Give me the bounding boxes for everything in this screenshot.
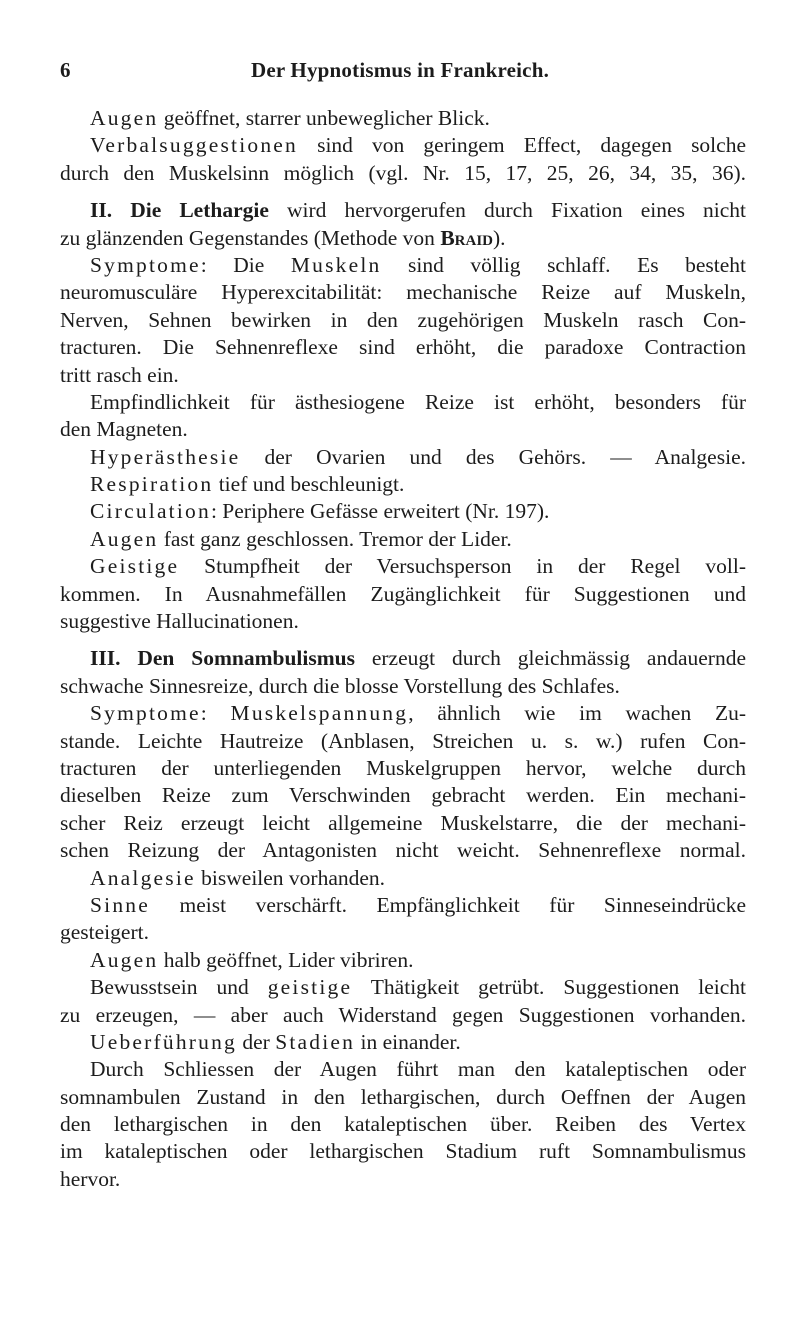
running-head <box>0 58 800 92</box>
text-line: Symptome: Muskelspannung, ähnlich wie im wachen Zu- <box>90 701 746 726</box>
running-title: Der Hypnotismus in Frankreich. <box>250 58 550 82</box>
text-line: neuromusculäre Hyperexcitabilität: mechanische Reize auf Muskeln, <box>60 280 746 305</box>
text-line: schen Reizung der Antagonisten nicht weicht. Sehnenreflexe normal. <box>60 838 746 863</box>
text-line: Augen fast ganz geschlossen. Tremor der Lider. <box>90 526 512 551</box>
text-line: Verbalsuggestionen sind von geringem Effect, dagegen solche <box>90 133 746 158</box>
text-line: im kataleptischen oder lethargischen Stadium ruft Somnambulismus <box>60 1139 746 1164</box>
text-line: Nerven, Sehnen bewirken in den zugehörigen Muskeln rasch Con- <box>60 307 746 332</box>
text-line: suggestive Hallucinationen. <box>60 609 299 634</box>
text-line: stande. Leichte Hautreize (Anblasen, Streichen u. s. w.) rufen Con- <box>60 728 746 753</box>
text-line: den lethargischen in den kataleptischen über. Reiben des Vertex <box>60 1112 746 1137</box>
text-line: Circulation: Periphere Gefässe erweitert (Nr. 197). <box>90 499 550 524</box>
text-line: hervor. <box>60 1166 121 1191</box>
text-line: schwache Sinnesreize, durch die blosse Vorstellung des Schlafes. <box>60 673 620 698</box>
page-number: 6 <box>60 58 71 82</box>
text-line: tracturen der unterliegenden Muskelgruppen hervor, welche durch <box>60 755 746 780</box>
text-line: den Magneten. <box>60 417 188 442</box>
text-line: Bewusstsein und geistige Thätigkeit getrübt. Suggestionen leicht <box>90 975 746 1000</box>
text-line: gesteigert. <box>60 920 149 945</box>
section-heading-line: II. Die Lethargie wird hervorgerufen durch Fixation eines nicht <box>90 198 747 223</box>
text-line: tracturen. Die Sehnenreflexe sind erhöht, die paradoxe Contraction <box>60 335 746 360</box>
text-line: Hyperästhesie der Ovarien und des Gehörs. — Analgesie. <box>90 444 746 469</box>
text-line: dieselben Reize zum Verschwinden gebracht werden. Ein mechani- <box>60 783 746 808</box>
text-line: zu glänzenden Gegenstandes (Methode von Braid). <box>60 225 506 250</box>
body-text <box>60 105 746 1193</box>
text-line: Durch Schliessen der Augen führt man den kataleptischen oder <box>90 1057 746 1082</box>
text-line: tritt rasch ein. <box>60 362 179 387</box>
text-line: kommen. In Ausnahmefällen Zugänglichkeit für Suggestionen und <box>60 581 746 606</box>
text-line: Sinne meist verschärft. Empfänglichkeit für Sinneseindrücke <box>90 892 746 917</box>
text-line: Respiration tief und beschleunigt. <box>90 472 405 497</box>
text-line: zu erzeugen, — aber auch Widerstand gegen Suggestionen vorhanden. <box>60 1002 746 1027</box>
text-line: scher Reiz erzeugt leicht allgemeine Muskelstarre, die der mechani- <box>60 810 746 835</box>
text-line: Augen halb geöffnet, Lider vibriren. <box>90 947 414 972</box>
text-line: Empfindlichkeit für ästhesiogene Reize ist erhöht, besonders für <box>90 389 746 414</box>
text-line: Augen geöffnet, starrer unbeweglicher Blick. <box>90 106 490 130</box>
text-line: durch den Muskelsinn möglich (vgl. Nr. 15, 17, 25, 26, 34, 35, 36). <box>60 160 746 185</box>
text-line: Symptome: Die Muskeln sind völlig schlaff. Es besteht <box>90 252 746 277</box>
text-line: Ueberführung der Stadien in einander. <box>90 1029 461 1054</box>
text-line: Geistige Stumpfheit der Versuchsperson in der Regel voll- <box>90 554 746 579</box>
section-heading-line: III. Den Somnambulismus erzeugt durch gleichmässig andauernde <box>90 646 746 671</box>
text-line: Analgesie bisweilen vorhanden. <box>90 865 386 890</box>
text-line: somnambulen Zustand in den lethargischen, durch Oeffnen der Augen <box>60 1084 746 1109</box>
